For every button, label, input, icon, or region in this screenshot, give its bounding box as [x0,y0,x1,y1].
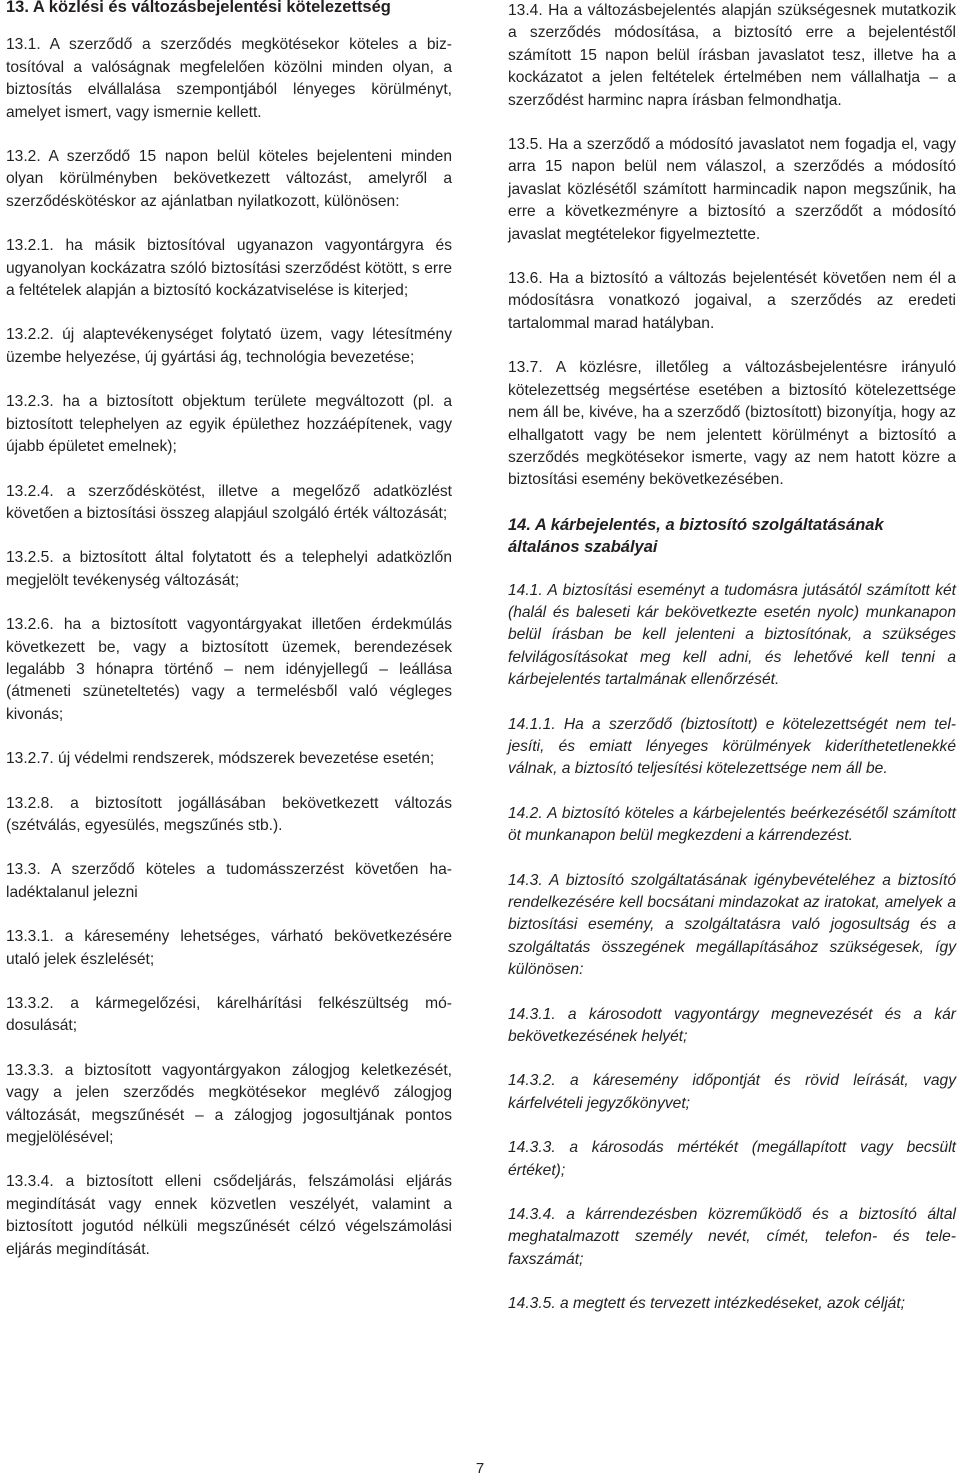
paragraph-14-3-2: 14.3.2. a káresemény időpontját és rövid leírását, vagy kárfelvételi jegyzőkönyvet; [508,1072,956,1112]
section-14-heading-line1: 14. A kárbejelentés, a biztosító szolgáltatásának [508,515,884,534]
paragraph-13-2-4: 13.2.4. a szerződéskötést, illetve a megelőző adatközlést követően a biztosítási összeg alapjául szolgáló érték változását; [6,482,452,522]
paragraph-13-2-2: 13.2.2. új alaptevékenységet folytató üzem, vagy létesítmény üzembe helyezése, új gyártási ág, technológia bevezetése; [6,326,452,366]
paragraph-13-2-8: 13.2.8. a biztosított jogállásában bekövetkezett változás (szétválás, egyesülés, megszűnés stb.). [6,794,452,834]
paragraph-13-3-3: 13.3.3. a biztosított vagyontárgyakon zálogjog keletkezését, vagy a jelen szerződés megkötésekor meglévő zálogjog változását, megszűnését – a zálogjog jogosultjának pontos megjelölésével; [6,1061,452,1147]
paragraph-13-2-3: 13.2.3. ha a biztosított objektum területe megváltozott (pl. a biztosított telephelyen az egyik épülethez hozzáépítenek, vagy újabb épületet emelnek); [6,393,452,456]
left-column [6,0,452,1283]
paragraph-13-2-7: 13.2.7. új védelmi rendszerek, módszerek bevezetése esetén; [6,750,435,768]
paragraph-13-2-1: 13.2.1. ha másik biztosítóval ugyanazon vagyontárgyra és ugyanolyan kockázatra szóló biztosítási szerződést kötött, s erre a feltételek alapján a biztosító kockázatviselése is kiterjed; [6,237,452,300]
paragraph-13-3-1: 13.3.1. a káresemény lehetséges, várható bekövetkezésére utaló jelek észlelését; [6,928,452,968]
paragraph-13-3-4: 13.3.4. a biztosított elleni csődeljárás, felszámolási eljárás megindítását vagy ennek közvetlen veszélyét, valamint a biztosított jogutód nélküli megszűnését célzó végelszámolási eljárás megindítását. [6,1173,452,1258]
paragraph-13-7: 13.7. A közlésre, illetőleg a változásbejelentésre irányuló kötelezettség megsértése esetében a biztosító kötelezettsége nem áll be, kivéve, ha a szerződő (biztosított) bizonyítja, hogy az elhallgatott vagy be nem jelentett körülményt a biztosító a szerződés megkötésekor ismerte, vagy az nem hatott közre a biztosítási esemény bekövetkezésében. [508,359,956,489]
paragraph-14-3-1: 14.3.1. a károsodott vagyontárgy megnevezését és a kár bekövetkezésének helyét; [508,1005,956,1046]
paragraph-14-3-5: 14.3.5. a megtett és tervezett intézkedéseket, azok célját; [508,1295,905,1313]
paragraph-13-3: 13.3. A szerződő köteles a tudomásszerzést követően haladéktalanul jelezni [6,861,452,901]
paragraph-13-4: 13.4. Ha a változásbejelentés alapján szükségesnek mutatkozik a szerződés módosítása, a biztosító erre a bejelentéstől számított 15 napon belül írásban javaslatot tesz, illetve ha a kockázatot a jelen feltételek értelmében nem vállalhatja – a szerződést harminc napra írásban felmondhatja. [508,2,956,109]
paragraph-14-3-3: 14.3.3. a károsodás mértékét (megállapított vagy becsült értéket); [508,1139,956,1179]
paragraph-14-1: 14.1. A biztosítási eseményt a tudomásra jutásától számított két (halál és baleseti kár bekövetkezte esetén nyolc) munkanapon belül írásban be kell jelenteni a biztosítónak, a szükséges felvilágosításokat meg kell adni, és lehetővé kell tenni a kárbejelentés tartalmának ellenőrzését. [508,581,956,689]
paragraph-13-1: 13.1. A szerződő a szerződés megkötésekor köteles a biztosítóval a valóságnak megfelelően közölni minden olyan, a biztosítás elvállalása szempontjából lényeges körülményt, amelyet ismert, vagy ismernie kellett. [6,36,452,121]
paragraph-14-3: 14.3. A biztosító szolgáltatásának igénybevételéhez a biztosító rendelkezésére kell bocsátani mindazokat az iratokat, amelyek a biztosítási esemény, a szolgáltatásra való jogosultság és a szolgáltatás összegének megállapításához szükségesek, így különösen: [508,871,956,979]
paragraph-13-5: 13.5. Ha a szerződő a módosító javaslatot nem fogadja el, vagy arra 15 napon belül nem válaszol, a szerződés a módosító javaslat közlésétől számított harmincadik napon megszűnik, ha erre a következményre a biztosító a szerződőt a módosító javaslat megtételekor figyelmeztette. [508,136,956,243]
paragraph-13-3-2: 13.3.2. a kármegelőzési, kárelhárítási felkészültség módosulását; [6,995,452,1035]
paragraph-13-2-6: 13.2.6. ha a biztosított vagyontárgyakat illetően érdekmúlás következett be, vagy a biztosított üzemek, berendezések legalább 3 hónapra történő – nem idényjellegű – leállása (átmeneti szüneteltetés) vagy a termelésből való végleges kivonás; [6,616,452,723]
section-14-heading [508,514,956,559]
paragraph-14-3-4: 14.3.4. a kárrendezésben közreműködő és a biztosító által meghatalmazott személy nevét, címét, telefon- és telefaxszámát; [508,1206,956,1268]
paragraph-13-2: 13.2. A szerződő 15 napon belül köteles bejelenteni minden olyan körülményben bekövetkezett változást, amelyről a szerződéskötéskor az ajánlatban nyilatkozott, különösen: [6,148,452,210]
page-number: 7 [475,1460,485,1477]
paragraph-14-2: 14.2. A biztosító köteles a kárbejelentés beérkezésétől számított öt munkanapon belül megkezdeni a kárrendezést. [508,804,956,845]
section-14-heading-line2: általános szabályai [508,538,658,557]
paragraph-13-2-5: 13.2.5. a biztosított által folytatott és a telephelyi adatközlőn megjelölt tevékenység változását; [6,549,452,589]
right-column [508,0,956,1338]
section-13-heading: 13. A közlési és változásbejelentési kötelezettség [6,0,391,16]
paragraph-14-1-1: 14.1.1. Ha a szerződő (biztosított) e kötelezettségét nem teljesíti, és emiatt lényeges körülmények kideríthetetlenekké válnak, a biztosító teljesítési kötelezettsége nem áll be. [508,715,956,778]
paragraph-13-6: 13.6. Ha a biztosító a változás bejelentését követően nem él a módosításra vonatkozó jogaival, a szerződés az eredeti tartalommal marad hatályban. [508,270,956,332]
